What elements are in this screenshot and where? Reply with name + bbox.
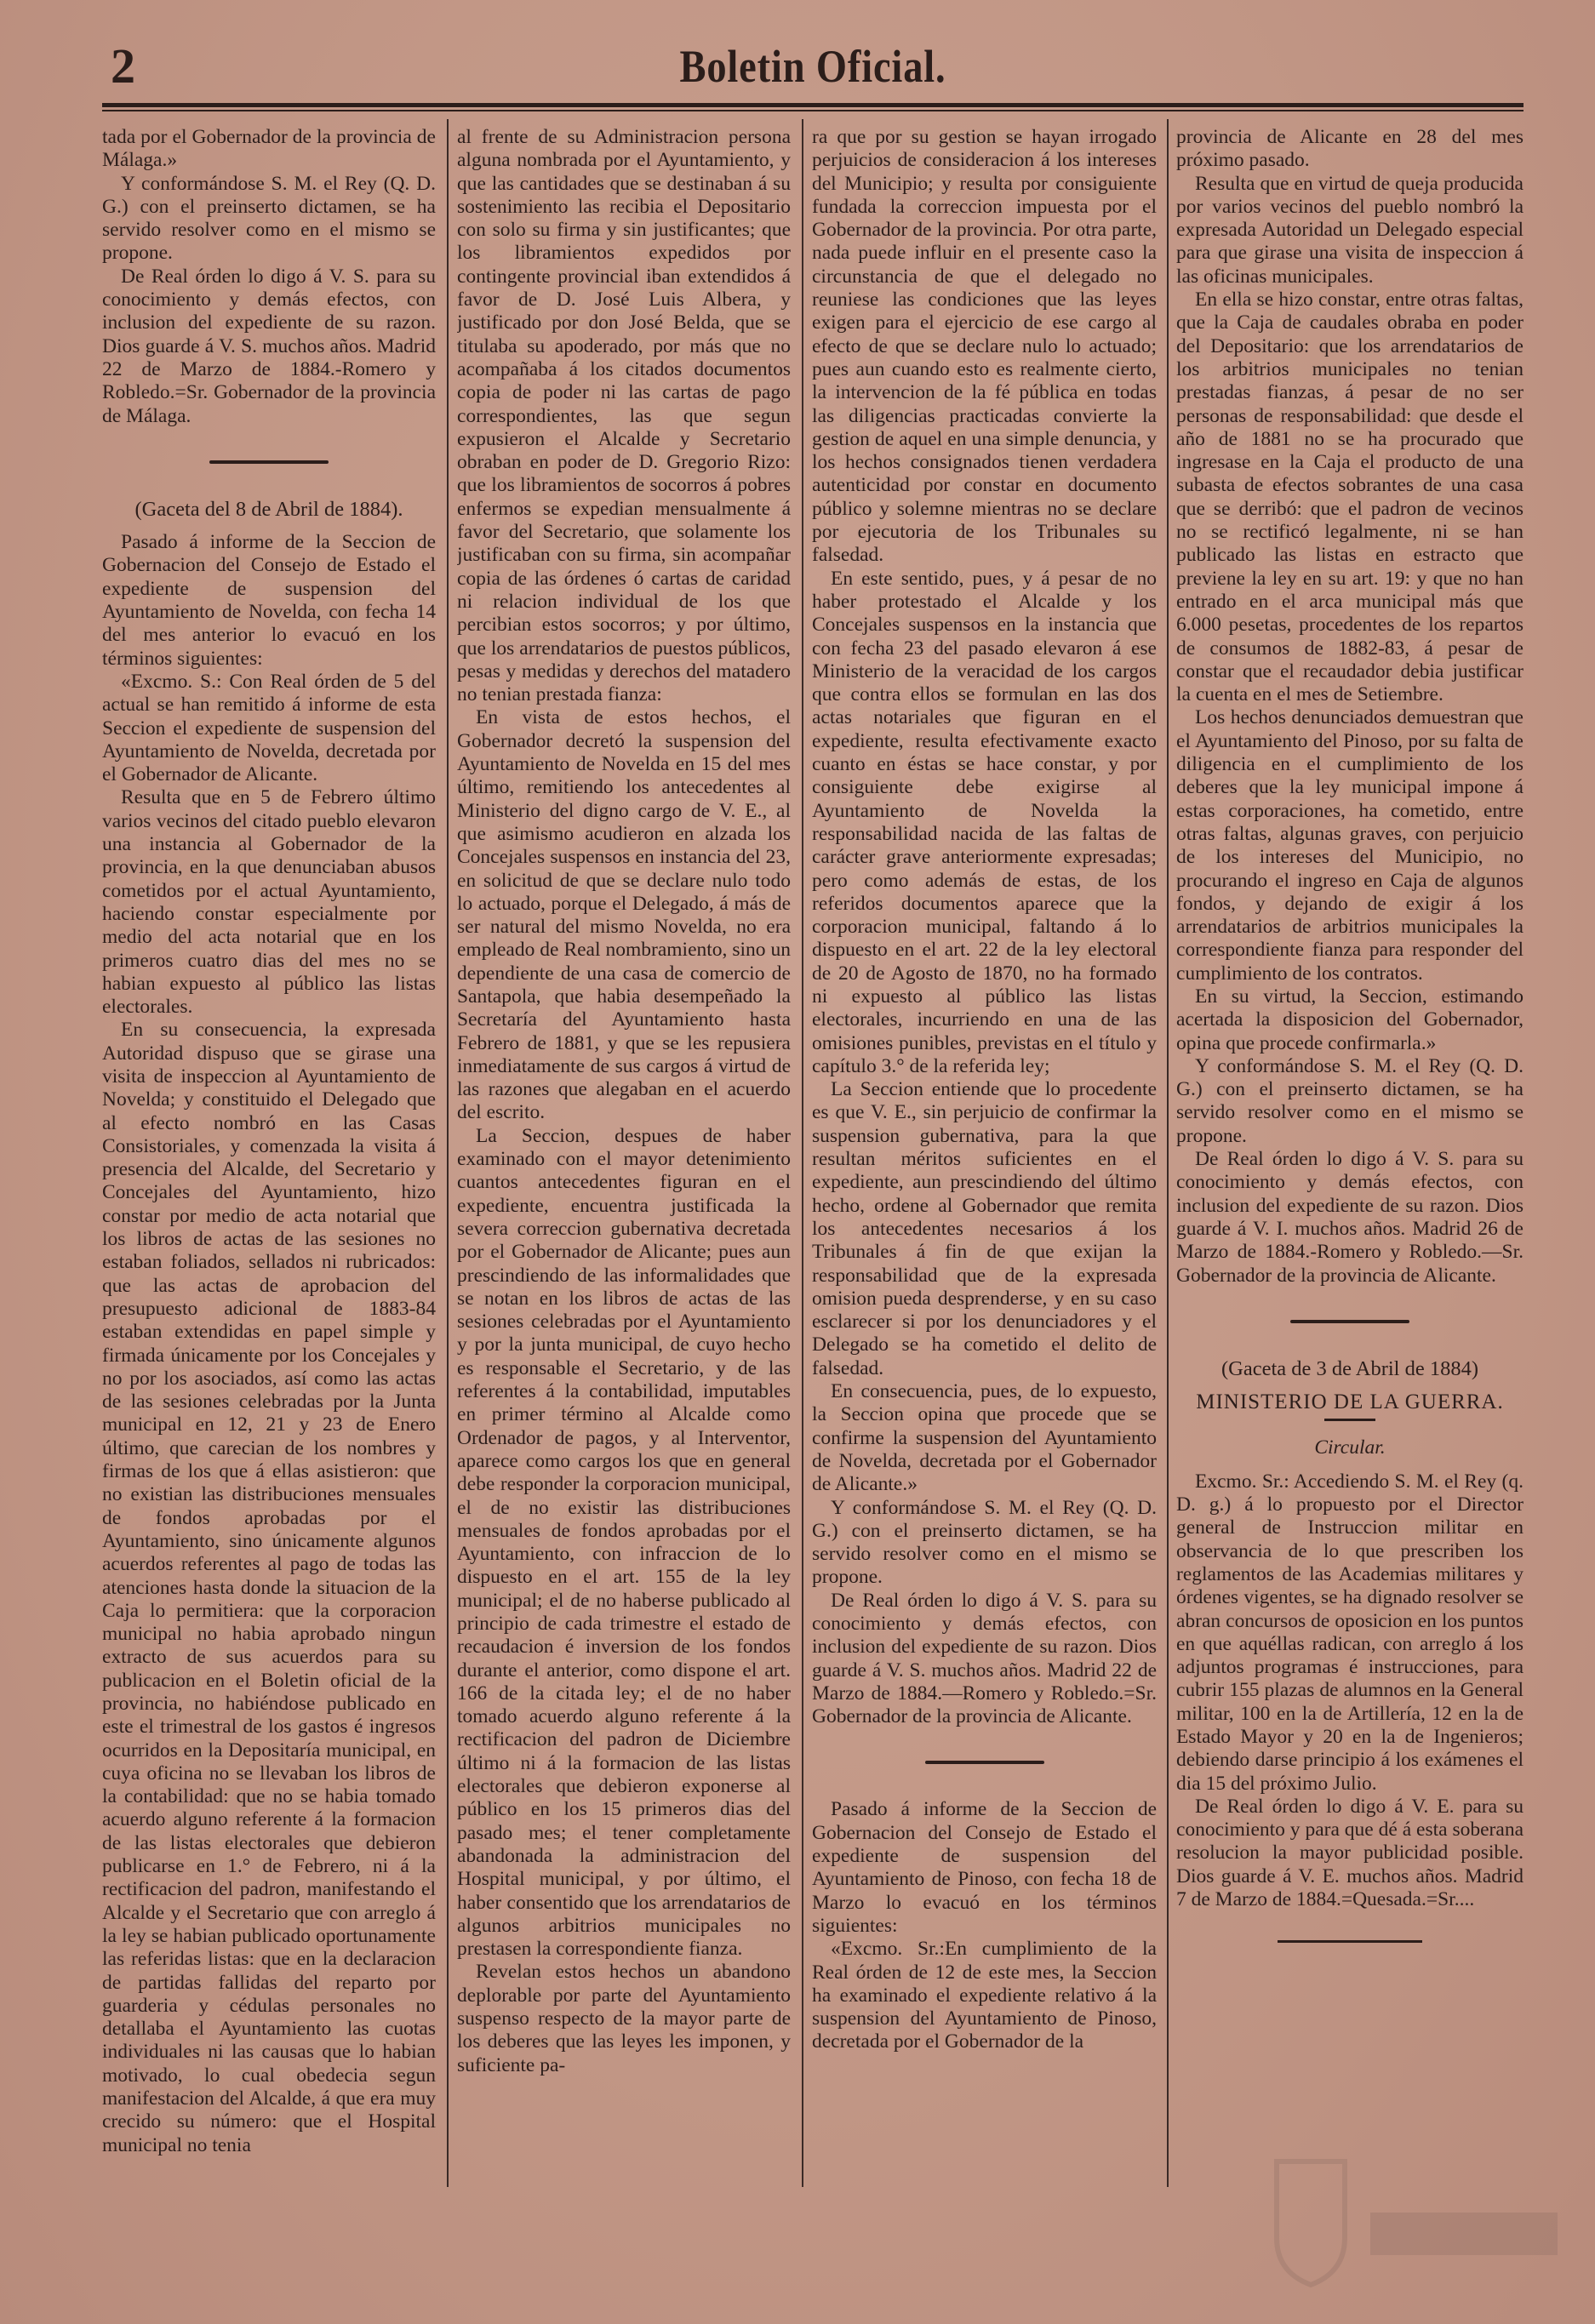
column-divider <box>447 119 449 2187</box>
section-divider <box>1290 1320 1409 1323</box>
paragraph: Excmo. Sr.: Accediendo S. M. el Rey (q. D. g.) á lo propuesto por el Director general de Instruccion militar en observancia de lo que prescriben los reglamentos de las Academias militares y órdenes vigentes, se ha dignado resolver se abran concursos de oposicion en los puntos en que aquéllas radican, con arreglo á los adjuntos programas é instrucciones, para cubrir 155 plazas de alumnos en la General militar, 100 en la de Artillería, 12 en la de Estado Mayor y 20 en la de Ingenieros; debiendo darse principio á los exámenes el dia 15 del próximo Julio. <box>1176 1470 1524 1795</box>
paragraph: En vista de estos hechos, el Gobernador decretó la suspension del Ayuntamiento de Novelda en 15 del mes último, remitiendo los antecedentes al Ministerio del digno cargo de V. E., al que asimismo acudieron en alzada los Concejales suspensos en instancia del 23, en solicitud de que se declare nulo todo lo actuado, porque el Delegado, á más de ser natural del mismo Novelda, no era empleado de Real nombramiento, sino un dependiente de una casa de comercio de Santapola, que habia desempeñado la Secretaría del Ayuntamiento hasta Febrero de 1881, y que se les repusiera inmediatamente de sus cargos á virtud de las razones que alegaban en el acuerdo del escrito. <box>457 706 791 1124</box>
paragraph: De Real órden lo digo á V. S. para su conocimiento y demás efectos, con inclusion del expediente de su razon. Dios guarde á V. I. muchos años. Madrid 26 de Marzo de 1884.-Romero y Robledo.—Sr. Gobernador de la provincia de Alicante. <box>1176 1148 1524 1287</box>
paragraph: En consecuencia, pues, de lo expuesto, la Seccion opina que procede que se confirme la suspension del Ayuntamiento de Novelda, decretada por el Gobernador de Alicante.» <box>812 1380 1157 1496</box>
paragraph: De Real órden lo digo á V. S. para su conocimiento y demás efectos, con inclusion del expediente de su razon. Dios guarde á V. S. muchos años. Madrid 22 de Marzo de 1884.-Romero y Robledo.=Sr. Gobernador de la provincia de Málaga. <box>102 265 436 427</box>
gazette-heading: (Gaceta del 8 de Abril de 1884). <box>134 497 403 521</box>
column-divider <box>1167 119 1169 2187</box>
paragraph: La Seccion entiende que lo procedente es que V. E., sin perjuicio de confirmar la suspension gubernativa, para la que resultan méritos suficientes en el expediente, aun prescindiendo del último hecho, ordene al Gobernador que remita los antecedentes necesarios á los Tribunales á fin de que exijan la responsabilidad que de la expresada omision pueda desprenderse, y en su caso esclarecer si por los denunciadores y el Delegado se ha cometido el delito de falsedad. <box>812 1078 1157 1379</box>
paragraph: «Excmo. Sr.:En cumplimiento de la Real órden de 12 de este mes, la Seccion ha examinado el expediente relativo á la suspension del Ayuntamiento de Pinoso, decretada por el Gobernador de la <box>812 1938 1157 2053</box>
gazette-heading: (Gaceta de 3 de Abril de 1884) <box>1221 1356 1479 1380</box>
watermark-crest-icon <box>1243 2144 1566 2315</box>
masthead-rule-thin <box>102 110 1524 111</box>
column-divider <box>802 119 803 2187</box>
page-number: 2 <box>111 38 135 94</box>
paragraph: En este sentido, pues, y á pesar de no haber protestado el Alcalde y los Concejales suspensos en la instancia que con fecha 23 del pasado elevaron á ese Ministerio de la veracidad de los cargos que contra ellos se formulan en las dos actas notariales que figuran en el expediente, resulta efectivamente exacto cuanto en éstas se hace constar, y por consiguiente debe exigirse al Ayuntamiento de Novelda la responsabilidad nacida de las faltas de carácter grave anteriormente expresadas; pero como además de estas, de los referidos documentos aparece que la corporacion municipal, faltando á lo dispuesto en el art. 22 de la ley electoral de 20 de Agosto de 1870, no ha formado ni expuesto al público las listas electorales, incurriendo en una de las omisiones punibles, previstas en el título y capítulo 3.° de la referida ley; <box>812 567 1157 1077</box>
end-divider <box>1278 1940 1422 1943</box>
paragraph: Pasado á informe de la Seccion de Gobernacion del Consejo de Estado el expediente de suspension del Ayuntamiento de Pinoso, con fecha 18 de Marzo lo evacuó en los términos siguientes: <box>812 1798 1157 1937</box>
paragraph: «Excmo. S.: Con Real órden de 5 del actual se han remitido á informe de esta Seccion el expediente de suspension del Ayuntamiento de Novelda, decretada por el Gobernador de Alicante. <box>102 670 436 786</box>
paragraph: De Real órden lo digo á V. E. para su conocimiento y para que dé á esta soberana resolucion la mayor publicidad posible. Dios guarde á V. E. muchos años. Madrid 7 de Marzo de 1884.=Quesada.=Sr.... <box>1176 1795 1524 1911</box>
paragraph: Resulta que en 5 de Febrero último varios vecinos del citado pueblo elevaron una instancia al Gobernador de la provincia, en la que denunciaban abusos cometidos por el actual Ayuntamiento, haciendo constar especialmente por medio del acta notarial que en los primeros cuatro dias del mes no se habian expuesto al público las listas electorales. <box>102 786 436 1019</box>
ministry-heading: MINISTERIO DE LA GUERRA. <box>1196 1390 1504 1414</box>
section-divider <box>925 1761 1044 1764</box>
column-3 <box>812 126 1157 2304</box>
masthead <box>102 32 1524 100</box>
paragraph: tada por el Gobernador de la provincia de Málaga.» <box>102 126 436 172</box>
column-4 <box>1176 126 1524 2304</box>
paragraph: Los hechos denunciados demuestran que el Ayuntamiento del Pinoso, por su falta de diligencia en el cumplimiento de los deberes que la ley municipal impone á estas corporaciones, ha cometido, entre otras faltas, algunas graves, con perjuicio de los intereses del Municipio, no procurando el ingreso en Caja de algunos fondos, y dejando de exigir á los arrendatarios de arbitrios municipales la correspondiente fianza para responder del cumplimiento de los contratos. <box>1176 706 1524 985</box>
column-2 <box>457 126 791 2304</box>
heading-rule <box>1324 1419 1375 1421</box>
circular-heading: Circular. <box>1314 1436 1386 1459</box>
section-divider <box>209 460 329 464</box>
paragraph: ra que por su gestion se hayan irrogado perjuicios de consideracion á los intereses del Municipio; y resulta por consiguiente fundada la correccion impuesta por el Gobernador de la provincia. Por otra parte, nada puede influir en el presente caso la circunstancia de que el delegado no reuniese las condiciones que las leyes exigen para el ejercicio de ese cargo al efecto de que se declare nulo lo actuado; pues aun cuando esto es realmente cierto, la intervencion de la fé pública en todas las diligencias practicadas convierte la gestion de aquel en una simple denuncia, y los hechos consignados tienen verdadera autenticidad por constar en documento público y solemne mientras no se declare por ejecutoria de los Tribunales su falsedad. <box>812 126 1157 567</box>
paragraph: En su virtud, la Seccion, estimando acertada la disposicion del Gobernador, opina que procede confirmarla.» <box>1176 985 1524 1054</box>
paragraph: Resulta que en virtud de queja producida por varios vecinos del pueblo nombró la expresada Autoridad un Delegado especial para que girase una visita de inspeccion á las oficinas municipales. <box>1176 172 1524 288</box>
column-1 <box>102 126 436 2304</box>
paragraph: al frente de su Administracion persona alguna nombrada por el Ayuntamiento, y que las cantidades que se destinaban á su sostenimiento las recibia el Depositario con solo su firma y sin justificantes; que los libramientos expedidos por contingente provincial iban extendidos á favor de D. José Luis Albera, y justificado por don José Belda, que se titulaba su apoderado, por más que no acompañaba á los citados documentos copia de poder ni las cartas de pago correspondientes, las que segun expusieron el Alcalde y Secretario obraban en poder de D. Gregorio Rizo: que los libramientos de socorros á pobres enfermos se expedian mensualmente á favor del Secretario, que solamente los justificaban con su firma, sin acompañar copia de las órdenes ó cartas de caridad ni relacion individual de los que percibian estos socorros; y por último, que los arrendatarios de puestos públicos, pesas y medidas y derechos del matadero no tenian prestada fianza: <box>457 126 791 706</box>
paragraph: Y conformándose S. M. el Rey (Q. D. G.) con el preinserto dictamen, se ha servido resolver como en el mismo se propone. <box>1176 1054 1524 1147</box>
paragraph: provincia de Alicante en 28 del mes próximo pasado. <box>1176 126 1524 172</box>
paragraph: En ella se hizo constar, entre otras faltas, que la Caja de caudales obraba en poder del Depositario: que los arrendatarios de los arbitrios municipales no tenian prestadas fianzas, á pesar de no ser personas de responsabilidad: que desde el año de 1881 no se ha procurado que ingresase en la Caja el producto de una subasta de efectos sobrantes de una casa que se derribó: que el padron de vecinos no se rectificó legalmente, ni se han publicado las listas en estracto que previene la ley en su art. 19: y que no han entrado en el arca municipal más que 6.000 pesetas, procedentes de los repartos de consumos de 1882-83, á pesar de constar que el recaudador debia justificar la cuenta en el mes de Setiembre. <box>1176 288 1524 706</box>
paragraph: Revelan estos hechos un abandono deplorable por parte del Ayuntamiento suspenso respecto de la mayor parte de los deberes que las leyes les imponen, y suficiente pa- <box>457 1961 791 2076</box>
newspaper-title: Boletin Oficial. <box>679 41 946 92</box>
masthead-rule <box>102 103 1524 107</box>
paragraph: La Seccion, despues de haber examinado con el mayor detenimiento cuantos antecedentes figuran en el expediente, encuentra justificada la severa correccion gubernativa decretada por el Gobernador de Alicante; pues aun prescindiendo de las informalidades que se notan en los libros de actas de las sesiones celebradas por el Ayuntamiento y por la junta municipal, de cuyo hecho es responsable el Secretario, y de las referentes á la contabilidad, imputables en primer término al Alcalde como Ordenador de pagos, y al Interventor, aparece como cargos los que en general debe responder la corporacion municipal, el de no existir las distribuciones mensuales de fondos aprobadas por el Ayuntamiento, con infraccion de lo dispuesto en el art. 155 de la ley municipal; el de no haberse publicado al principio de cada trimestre el estado de recaudacion é inversion de los fondos durante el anterior, como dispone el art. 166 de la citada ley; el de no haber tomado acuerdo alguno referente á la rectificacion del padron de Diciembre último ni á la formacion de las listas electorales que debieron exponerse al público en los 15 primeros dias del pasado mes; el tener completamente abandonada la administracion del Hospital municipal, y por último, el haber consentido que los arrendatarios de algunos arbitrios municipales no prestasen la correspondiente fianza. <box>457 1124 791 1961</box>
paragraph: Y conformándose S. M. el Rey (Q. D. G.) con el preinserto dictamen, se ha servido resolver como en el mismo se propone. <box>102 172 436 265</box>
paragraph: Y conformándose S. M. el Rey (Q. D. G.) con el preinserto dictamen, se ha servido resolver como en el mismo se propone. <box>812 1496 1157 1589</box>
paragraph: De Real órden lo digo á V. S. para su conocimiento y demás efectos, con inclusion del expediente de su razon. Dios guarde á V. S. muchos años. Madrid 22 de Marzo de 1884.—Romero y Robledo.=Sr. Gobernador de la provincia de Alicante. <box>812 1589 1157 1728</box>
paragraph: Pasado á informe de la Seccion de Gobernacion del Consejo de Estado el expediente de suspension del Ayuntamiento de Novelda, con fecha 14 del mes anterior lo evacuó en los términos siguientes: <box>102 531 436 670</box>
paragraph: En su consecuencia, la expresada Autoridad dispuso que se girase una visita de inspeccion al Ayuntamiento de Novelda; y constituido el Delegado que al efecto nombró en las Casas Consistoriales, y comenzada la visita á presencia del Alcalde, del Secretario y Concejales del Ayuntamiento, hizo constar por medio de acta notarial que los libros de actas de las sesiones no estaban foliados, sellados ni rubricados: que las actas de aprobacion del presupuesto adicional de 1883-84 estaban extendidas en papel simple y firmada únicamente por los Concejales y no por los asociados, así como las actas de las sesiones celebradas por la Junta municipal en 12, 21 y 23 de Enero último, que carecian de los nombres y firmas de los que á ellas asistieron: que no existian las distribuciones mensuales de fondos aprobadas por el Ayuntamiento, sino únicamente algunos acuerdos referentes al pago de todas las atenciones hasta donde la situacion de la Caja lo permitiera: que la corporacion municipal no habia aprobado ningun extracto de sus acuerdos para su publicacion en el Boletin oficial de la provincia, no habiéndose publicado en este el trimestral de los gastos é ingresos ocurridos en la Depositaría municipal, en cuya oficina no se llevaban los libros de la contabilidad: que no se habia tomado acuerdo alguno referente á la formacion de las listas electorales que debieron publicarse en 1.° de Febrero, ni á la rectificacion del padron, manifestando el Alcalde y el Secretario que con arreglo á la ley se habian publicado oportunamente las referidas listas: que en la declaracion de partidas fallidas del reparto por guarderia y cédulas personales no detallaba el Ayuntamiento las cuotas individuales ni las causas que lo habian motivado, lo cual obedecia segun manifestacion del Alcalde, á que era muy crecido su número: que el Hospital municipal no tenia <box>102 1019 436 2156</box>
